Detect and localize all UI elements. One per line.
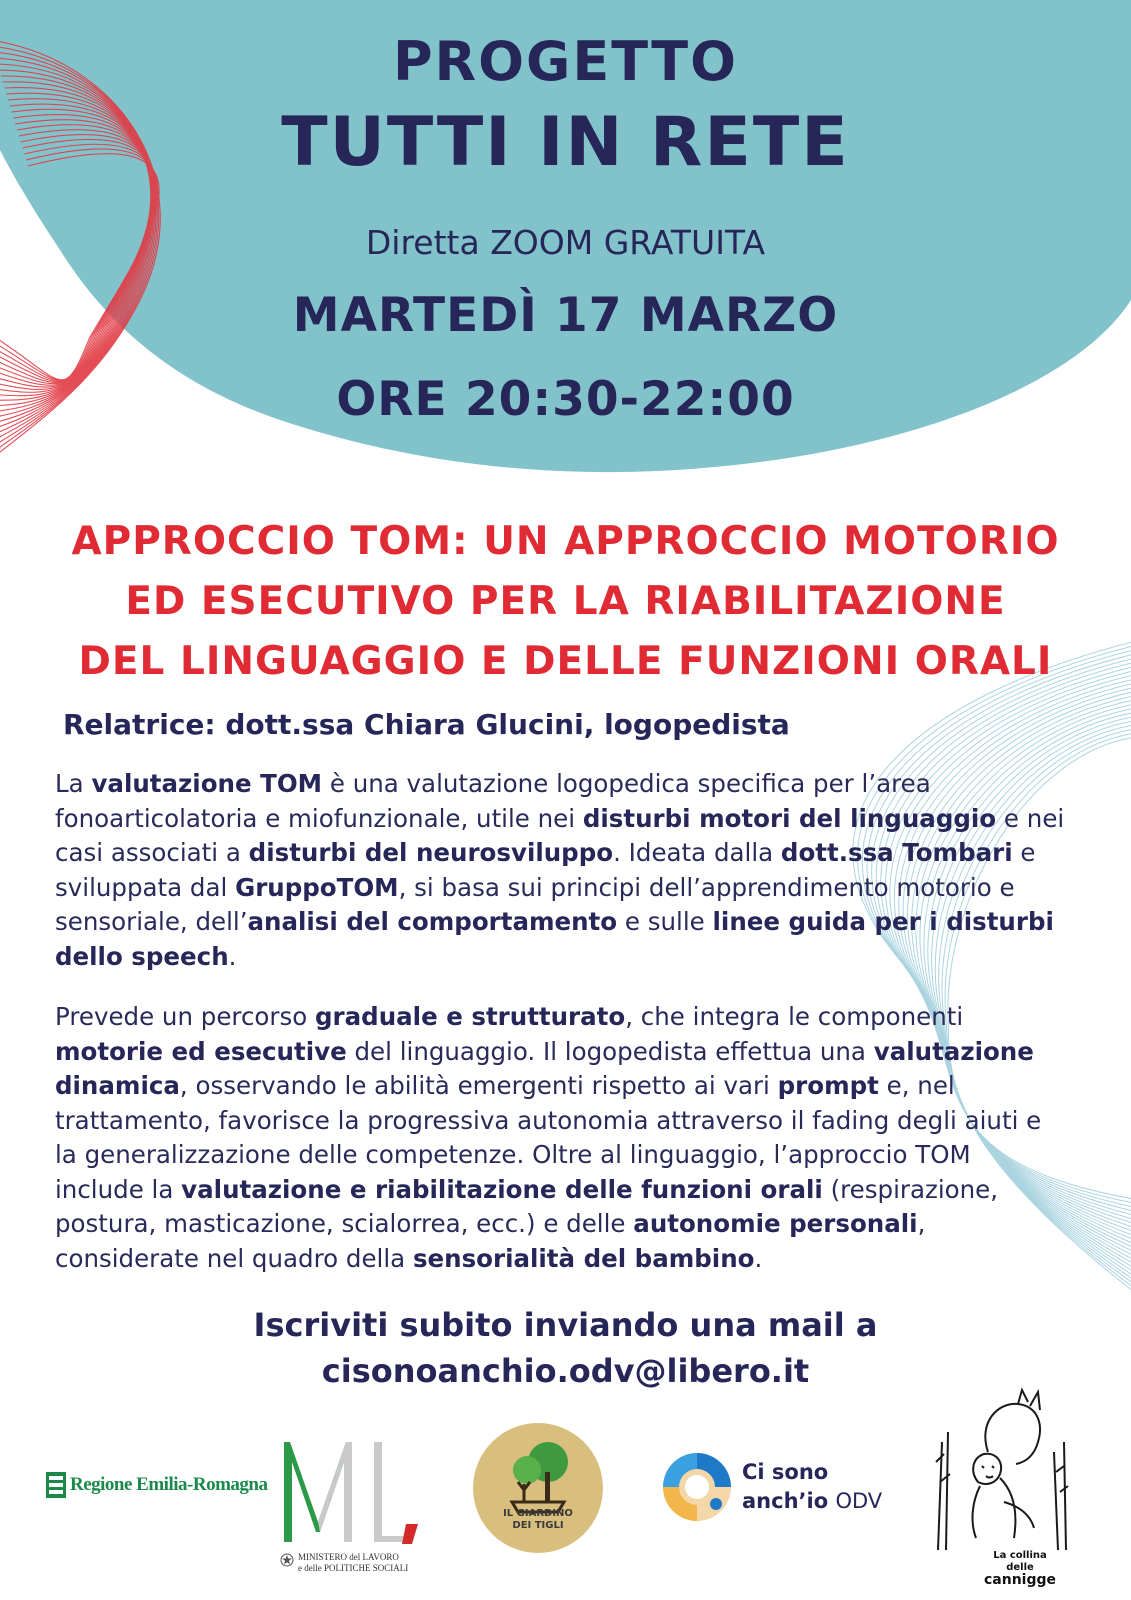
body-text: è una valutazione logopedica specifica per l’area fonoarticolatoria e miofunzionale, utile nei (55, 769, 931, 833)
csa-line-2b: ODV (835, 1489, 883, 1513)
description-paragraph-1 (55, 767, 1065, 974)
ci-sono-anchio-circle-icon (660, 1450, 734, 1524)
ministero-lavoro-logo (278, 1432, 428, 1582)
body-text: . Ideata dalla (613, 838, 781, 867)
event-subtitle: Diretta ZOOM GRATUITA (365, 223, 766, 262)
collina-label (980, 1550, 1060, 1586)
body-text: , considerate nel quadro della (55, 1209, 926, 1273)
ml-monogram-icon (278, 1432, 428, 1550)
emphasis-text: disturbi motori del linguaggio (582, 803, 997, 833)
signup-call-to-action (0, 1302, 1131, 1394)
horse-and-child-drawing-icon (918, 1382, 1078, 1552)
body-text: . (754, 1243, 763, 1273)
talk-title-line-1: APPROCCIO TOM: UN APPROCCIO MOTORIO (71, 519, 1060, 564)
emphasis-text: graduale e strutturato (315, 1002, 626, 1031)
project-title: TUTTI IN RETE (281, 103, 850, 182)
body-text: . (228, 941, 237, 971)
emphasis-text: linee guida per i disturbi dello speech (55, 907, 1054, 971)
giardino-label-line-1: IL GIARDINO (503, 1508, 573, 1519)
talk-title-line-3: DEL LINGUAGGIO E DELLE FUNZIONI ORALI (78, 639, 1053, 684)
tree-icon (472, 1422, 604, 1554)
emphasis-text: motorie ed esecutive (55, 1036, 347, 1066)
ministero-caption-line-1: MINISTERO del LAVORO (298, 1552, 399, 1562)
description-paragraph-2 (55, 1000, 1065, 1276)
cta-email[interactable]: cisonoanchio.odv@libero.it (321, 1352, 810, 1390)
event-date: MARTEDÌ 17 MARZO (292, 288, 839, 343)
talk-title (20, 512, 1111, 692)
body-text: (respirazione, postura, masticazione, scialorrea, ecc.) e delle (55, 1174, 999, 1238)
ministero-caption (298, 1552, 428, 1574)
body-text: , osservando le abilità emergenti rispetto ai vari (179, 1071, 778, 1100)
body-text: , si basa sui principi dell’apprendimento motorio e sensoriale, dell’ (55, 872, 1015, 936)
emphasis-text: valutazione TOM (91, 769, 323, 798)
la-collina-delle-cannigge-logo (918, 1382, 1078, 1588)
body-text: e sulle (617, 907, 713, 936)
event-time: ORE 20:30-22:00 (336, 372, 795, 427)
giardino-dei-tigli-logo (472, 1422, 604, 1554)
regione-label: Regione Emilia-Romagna (70, 1474, 268, 1495)
emphasis-text: valutazione dinamica (55, 1036, 1034, 1100)
emphasis-text: valutazione e riabilitazione delle funzioni orali (181, 1174, 823, 1204)
regione-emilia-romagna-logo (46, 1468, 268, 1504)
talk-title-line-2: ED ESECUTIVO PER LA RIABILITAZIONE (125, 579, 1006, 624)
emphasis-text: prompt (777, 1071, 879, 1100)
giardino-label (472, 1508, 604, 1532)
ci-sono-anchio-label (742, 1458, 882, 1516)
emphasis-text: sensorialità del bambino (412, 1243, 755, 1273)
emphasis-text: dott.ssa Tombari (780, 838, 1013, 867)
collina-label-line-1: La collina delle (993, 1550, 1047, 1573)
csa-line-2a: anch’io (742, 1489, 829, 1513)
emblem-icon (280, 1552, 294, 1568)
body-text: e nei casi associati a (55, 803, 1065, 867)
emphasis-text: analisi del comportamento (247, 907, 618, 936)
project-kicker: PROGETTO (392, 30, 739, 93)
ci-sono-anchio-logo (660, 1450, 900, 1530)
cta-text: Iscriviti subito inviando una mail a (253, 1306, 878, 1344)
giardino-label-line-2: DEI TIGLI (512, 1520, 564, 1531)
collina-label-line-2: cannigge (983, 1572, 1057, 1588)
emphasis-text: disturbi del neurosviluppo (248, 838, 614, 867)
body-text: del linguaggio. Il logopedista effettua una (346, 1036, 874, 1066)
speaker-line: Relatrice: dott.ssa Chiara Glucini, logopedista (63, 708, 790, 741)
ministero-caption-line-2: e delle POLITICHE SOCIALI (298, 1563, 409, 1573)
csa-line-1: Ci sono (742, 1460, 829, 1484)
emphasis-text: autonomie personali (633, 1209, 918, 1238)
emphasis-text: GruppoTOM (235, 872, 399, 902)
body-text: e, nel trattamento, favorisce la progressiva autonomia attraverso il fading degli aiuti e la generalizzazione delle competenze. Oltre al linguaggio, l’approccio TOM include la (55, 1071, 1042, 1204)
regione-flag-icon (46, 1472, 66, 1498)
body-text: e sviluppata dal (55, 838, 1036, 902)
body-text: , che integra le componenti (625, 1002, 964, 1031)
body-text: Prevede un percorso (55, 1002, 316, 1031)
body-text: La (55, 769, 92, 798)
